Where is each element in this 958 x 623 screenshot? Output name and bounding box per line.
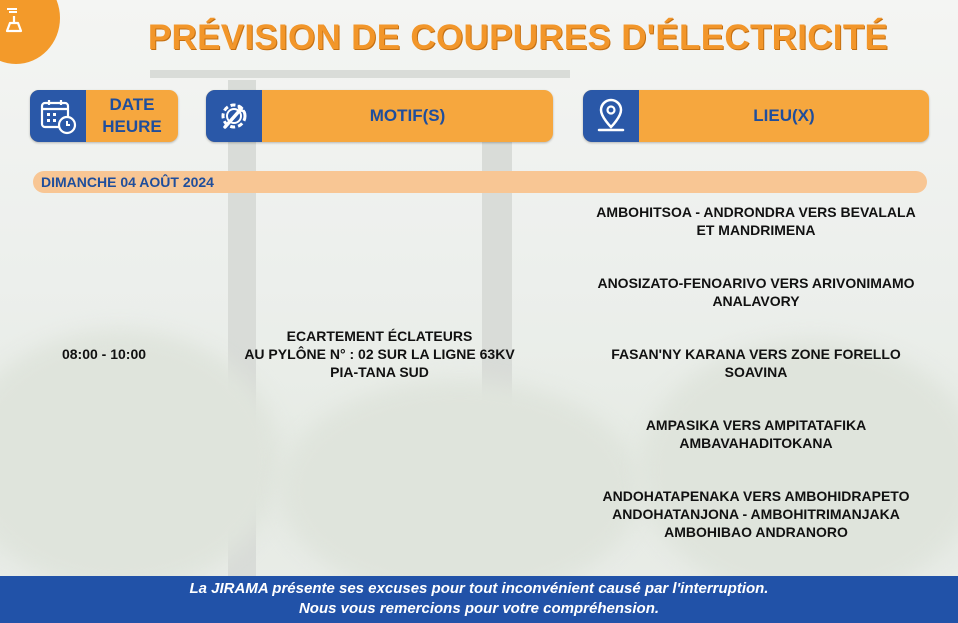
footer-line-2: Nous vous remercions pour votre compréhension.: [298, 600, 660, 617]
page-title: PRÉVISION DE COUPURES D'ÉLECTRICITÉ: [147, 18, 889, 57]
lieu-item: FASAN'NY KARANA VERS ZONE FORELLO SOAVINA: [611, 346, 901, 380]
lieu-item: ANDOHATAPENAKA VERS AMBOHIDRAPETO ANDOHATANJONA - AMBOHITRIMANJAKA AMBOHIBAO ANDRANORO: [602, 488, 910, 540]
header-lieu-label: LIEU(X): [753, 106, 815, 125]
calendar-clock-icon: [30, 90, 86, 142]
time-slot: 08:00 - 10:00: [61, 346, 147, 362]
location-pin-icon: [583, 90, 639, 142]
lieu-item: AMPASIKA VERS AMPITATAFIKA AMBAVAHADITOKANA: [645, 417, 867, 451]
lieu-item: ANOSIZATO-FENOARIVO VERS ARIVONIMAMO ANALAVORY: [597, 275, 915, 309]
header-motif-label: MOTIF(S): [369, 106, 446, 125]
header-time-label: HEURE: [102, 117, 162, 136]
footer-apology: [0, 576, 958, 623]
day-band: [33, 171, 927, 193]
day-label: DIMANCHE 04 AOÛT 2024: [41, 174, 214, 190]
tools-gear-icon: [206, 90, 262, 142]
footer-line-1: La JIRAMA présente ses excuses pour tout inconvénient causé par l'interruption.: [189, 580, 769, 597]
header-motif: [206, 90, 553, 142]
header-lieu: [583, 90, 929, 142]
motif-text: ECARTEMENT ÉCLATEURS AU PYLÔNE N° : 02 SUR LA LIGNE 63KV PIA-TANA SUD: [244, 328, 515, 380]
header-date-label: DATE: [109, 95, 155, 114]
lieu-item: AMBOHITSOA - ANDRONDRA VERS BEVALALA ET MANDRIMENA: [596, 204, 916, 238]
header-date: [30, 90, 178, 142]
